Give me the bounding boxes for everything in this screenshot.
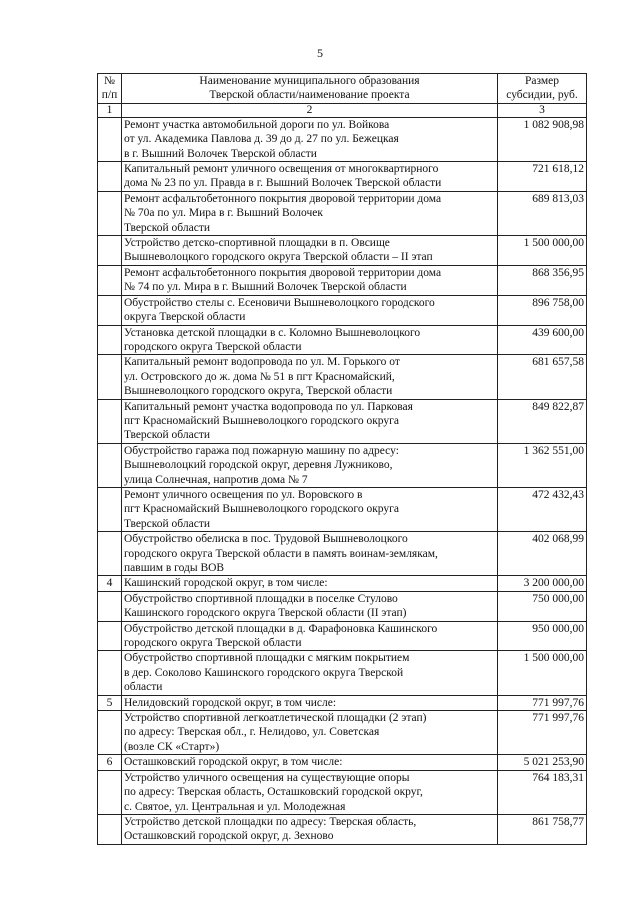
row-subsidy-amount: 764 183,31	[498, 770, 587, 814]
row-project-name: Обустройство спортивной площадки с мягким покрытием в дер. Соколово Кашинского городского округа Тверской области	[122, 651, 498, 695]
row-number	[98, 191, 122, 235]
table-row	[98, 443, 587, 487]
table-body	[98, 117, 587, 844]
table-group-row	[98, 755, 587, 770]
row-number: 4	[98, 576, 122, 591]
row-subsidy-amount: 849 822,87	[498, 399, 587, 443]
table-row	[98, 770, 587, 814]
row-number	[98, 236, 122, 266]
table-row	[98, 162, 587, 192]
column-index-row	[98, 103, 587, 117]
row-subsidy-amount: 402 068,99	[498, 532, 587, 576]
table-row	[98, 399, 587, 443]
row-subsidy-amount: 861 758,77	[498, 814, 587, 844]
header-name	[122, 74, 498, 104]
table-row	[98, 236, 587, 266]
row-project-name: Устройство спортивной легкоатлетической площадки (2 этап) по адресу: Тверская обл., г. Нелидово, ул. Советская (возле СК «Старт»)	[122, 711, 498, 755]
row-project-name: Капитальный ремонт уличного освещения от многоквартирного дома № 23 по ул. Правда в г. Вышний Волочек Тверской области	[122, 162, 498, 192]
row-project-name: Установка детской площадки в с. Коломно Вышневолоцкого городского округа Тверской области	[122, 325, 498, 355]
row-project-name: Кашинский городской округ, в том числе:	[122, 576, 498, 591]
header-amount-line-2: субсидии, руб.	[506, 89, 578, 102]
row-number	[98, 591, 122, 621]
row-number	[98, 265, 122, 295]
row-number	[98, 295, 122, 325]
row-number	[98, 117, 122, 161]
row-subsidy-amount: 1 082 908,98	[498, 117, 587, 161]
table-row	[98, 487, 587, 531]
row-number: 5	[98, 695, 122, 710]
row-subsidy-amount: 721 618,12	[498, 162, 587, 192]
row-subsidy-amount: 3 200 000,00	[498, 576, 587, 591]
row-project-name: Ремонт асфальтобетонного покрытия дворовой территории дома № 70а по ул. Мира в г. Вышний Волочек Тверской области	[122, 191, 498, 235]
row-project-name: Обустройство стелы с. Есеновичи Вышневолоцкого городского округа Тверской области	[122, 295, 498, 325]
row-project-name: Обустройство гаража под пожарную машину по адресу: Вышневолоцкий городской округ, деревня Лужниково, улица Солнечная, напротив дома № 7	[122, 443, 498, 487]
row-number	[98, 325, 122, 355]
header-name-line-2: Тверской области/наименование проекта	[209, 89, 410, 102]
column-index-1: 1	[98, 103, 122, 117]
row-project-name: Ремонт участка автомобильной дороги по ул. Войкова от ул. Академика Павлова д. 39 до д. 27 по ул. Бежецкая в г. Вышний Волочек Тверской области	[122, 117, 498, 161]
row-project-name: Осташковский городской округ, в том числе:	[122, 755, 498, 770]
table-row	[98, 265, 587, 295]
header-amount	[498, 74, 587, 104]
row-subsidy-amount: 771 997,76	[498, 695, 587, 710]
row-subsidy-amount: 868 356,95	[498, 265, 587, 295]
row-subsidy-amount: 950 000,00	[498, 621, 587, 651]
row-subsidy-amount: 681 657,58	[498, 355, 587, 399]
table-group-row	[98, 576, 587, 591]
table-row	[98, 355, 587, 399]
row-subsidy-amount: 896 758,00	[498, 295, 587, 325]
row-number	[98, 487, 122, 531]
row-number	[98, 770, 122, 814]
row-subsidy-amount: 1 500 000,00	[498, 236, 587, 266]
row-project-name: Обустройство спортивной площадки в поселке Стулово Кашинского городского округа Тверской области (II этап)	[122, 591, 498, 621]
row-subsidy-amount: 472 432,43	[498, 487, 587, 531]
column-index-2: 2	[122, 103, 498, 117]
row-project-name: Устройство детско-спортивной площадки в п. Овсище Вышневолоцкого городского округа Тверской области – II этап	[122, 236, 498, 266]
table-row	[98, 325, 587, 355]
table-row	[98, 117, 587, 161]
row-number	[98, 532, 122, 576]
table-row	[98, 532, 587, 576]
page-number: 5	[317, 46, 323, 60]
row-number	[98, 621, 122, 651]
row-project-name: Устройство уличного освещения на существующие опоры по адресу: Тверская область, Осташковский городской округ, с. Святое, ул. Центральная и ул. Молодежная	[122, 770, 498, 814]
row-subsidy-amount: 689 813,03	[498, 191, 587, 235]
table-row	[98, 621, 587, 651]
row-subsidy-amount: 439 600,00	[498, 325, 587, 355]
row-project-name: Обустройство обелиска в пос. Трудовой Вышневолоцкого городского округа Тверской области в память воинам-землякам, павшим в годы ВОВ	[122, 532, 498, 576]
row-subsidy-amount: 1 500 000,00	[498, 651, 587, 695]
row-number	[98, 355, 122, 399]
header-name-line-1: Наименование муниципального образования	[199, 75, 420, 87]
header-number	[98, 74, 122, 104]
table-header-row	[98, 74, 587, 104]
table-row	[98, 191, 587, 235]
row-number	[98, 443, 122, 487]
table-group-row	[98, 695, 587, 710]
header-number-line-1: №	[104, 75, 115, 87]
table-row	[98, 814, 587, 844]
header-number-line-2: п/п	[101, 89, 118, 102]
row-number	[98, 711, 122, 755]
row-number	[98, 399, 122, 443]
table-row	[98, 651, 587, 695]
row-subsidy-amount: 771 997,76	[498, 711, 587, 755]
subsidies-table	[97, 73, 587, 845]
row-project-name: Капитальный ремонт водопровода по ул. М. Горького от ул. Островского до ж. дома № 51 в пгт Красномайский, Вышневолоцкого городского округа, Тверской области	[122, 355, 498, 399]
row-project-name: Капитальный ремонт участка водопровода по ул. Парковая пгт Красномайский Вышневолоцкого городского округа Тверской области	[122, 399, 498, 443]
column-index-3: 3	[498, 103, 587, 117]
row-subsidy-amount: 750 000,00	[498, 591, 587, 621]
row-subsidy-amount: 5 021 253,90	[498, 755, 587, 770]
row-number	[98, 814, 122, 844]
table-row	[98, 295, 587, 325]
row-subsidy-amount: 1 362 551,00	[498, 443, 587, 487]
row-project-name: Устройство детской площадки по адресу: Тверская область, Осташковский городской округ, д. Зехново	[122, 814, 498, 844]
row-number	[98, 651, 122, 695]
row-project-name: Ремонт асфальтобетонного покрытия дворовой территории дома № 74 по ул. Мира в г. Вышний Волочек Тверской области	[122, 265, 498, 295]
row-number	[98, 162, 122, 192]
header-amount-line-1: Размер	[524, 75, 559, 87]
table-row	[98, 711, 587, 755]
row-number: 6	[98, 755, 122, 770]
row-project-name: Нелидовский городской округ, в том числе:	[122, 695, 498, 710]
row-project-name: Ремонт уличного освещения по ул. Воровского в пгт Красномайский Вышневолоцкого городского округа Тверской области	[122, 487, 498, 531]
row-project-name: Обустройство детской площадки в д. Фарафоновка Кашинского городского округа Тверской области	[122, 621, 498, 651]
table-row	[98, 591, 587, 621]
